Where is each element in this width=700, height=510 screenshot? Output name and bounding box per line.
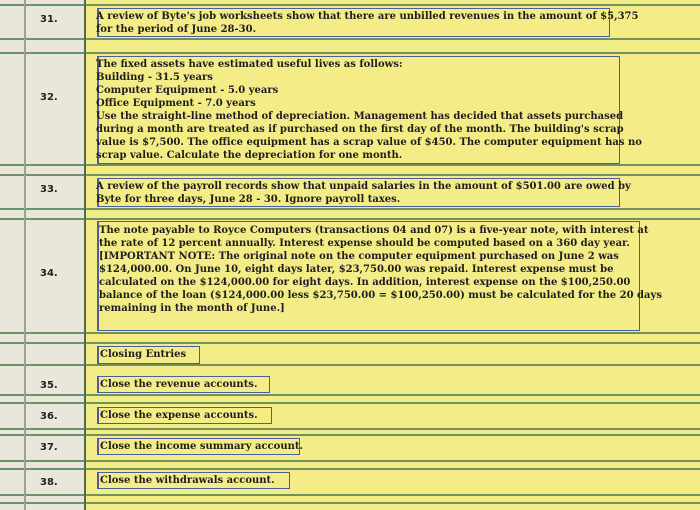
row-number-36: 36.: [40, 411, 58, 422]
text-line: Close the revenue accounts.: [100, 379, 258, 390]
text-line: A review of Byte's job worksheets show that there are unbilled revenues in the amount of $5,375: [96, 11, 639, 22]
text-line: Office Equipment - 7.0 years: [96, 98, 256, 109]
text-line: A review of the payroll records show that unpaid salaries in the amount of $501.00 are owed by: [96, 181, 631, 192]
rule-line: [0, 342, 700, 344]
rule-line: [0, 460, 700, 462]
text-line: Close the withdrawals account.: [100, 475, 275, 486]
text-line: Closing Entries: [100, 349, 187, 360]
row-number-34: 34.: [40, 268, 58, 279]
text-line: scrap value. Calculate the depreciation for one month.: [96, 150, 403, 161]
text-line: during a month are treated as if purchased on the first day of the month. The building's scrap: [96, 124, 624, 135]
text-line: Byte for three days, June 28 - 30. Ignore payroll taxes.: [96, 194, 401, 205]
row-text-32: [96, 58, 666, 162]
row-number-33: 33.: [40, 184, 58, 195]
text-line: the rate of 12 percent annually. Interest expense should be computed based on a 360 day year.: [99, 238, 630, 249]
row-text-38: [100, 474, 670, 487]
rule-line: [0, 4, 700, 6]
row-number-38: 38.: [40, 477, 58, 488]
text-line: value is $7,500. The office equipment has a scrap value of $450. The computer equipment has no: [96, 137, 642, 148]
closing-entries-heading: [100, 348, 670, 361]
rule-line: [0, 428, 700, 430]
column-divider: [84, 0, 86, 510]
text-line: for the period of June 28-30.: [96, 24, 257, 35]
row-text-35: [100, 378, 670, 391]
text-line: balance of the loan ($124,000.00 less $23,750.00 = $100,250.00) must be calculated for the 20 days: [99, 290, 662, 301]
row-number-31: 31.: [40, 14, 58, 25]
row-text-36: [100, 409, 670, 422]
text-line: remaining in the month of June.]: [99, 303, 285, 314]
column-divider: [24, 0, 26, 510]
rule-line: [0, 208, 700, 210]
rule-line: [0, 174, 700, 176]
row-number-35: 35.: [40, 380, 58, 391]
text-line: calculated on the $124,000.00 for eight days. In addition, interest expense on the $100,250.00: [99, 277, 631, 288]
row-number-32: 32.: [40, 92, 58, 103]
text-line: The note payable to Royce Computers (transactions 04 and 07) is a five-year note, with interest at: [99, 225, 649, 236]
row-text-31: [96, 10, 666, 36]
text-line: The fixed assets have estimated useful lives as follows:: [96, 59, 403, 70]
rule-line: [0, 502, 700, 504]
rule-line: [0, 332, 700, 334]
rule-line: [0, 364, 700, 366]
text-line: [IMPORTANT NOTE: The original note on the computer equipment purchased on June 2 was: [99, 251, 619, 262]
rule-line: [0, 394, 700, 396]
row-number-37: 37.: [40, 442, 58, 453]
rule-line: [0, 218, 700, 220]
text-line: Use the straight-line method of depreciation. Management has decided that assets purchased: [96, 111, 624, 122]
rule-line: [0, 52, 700, 54]
text-line: Building - 31.5 years: [96, 72, 213, 83]
rule-line: [0, 38, 700, 40]
rule-line: [0, 494, 700, 496]
rule-line: [0, 468, 700, 470]
text-line: Computer Equipment - 5.0 years: [96, 85, 279, 96]
rule-line: [0, 402, 700, 404]
rule-line: [0, 434, 700, 436]
rule-line: [0, 164, 700, 166]
text-line: Close the expense accounts.: [100, 410, 258, 421]
text-line: $124,000.00. On June 10, eight days later, $23,750.00 was repaid. Interest expense must be: [99, 264, 614, 275]
row-text-37: [100, 440, 670, 453]
row-text-34: [99, 224, 669, 315]
row-text-33: [96, 180, 666, 206]
text-line: Close the income summary account.: [100, 441, 303, 452]
